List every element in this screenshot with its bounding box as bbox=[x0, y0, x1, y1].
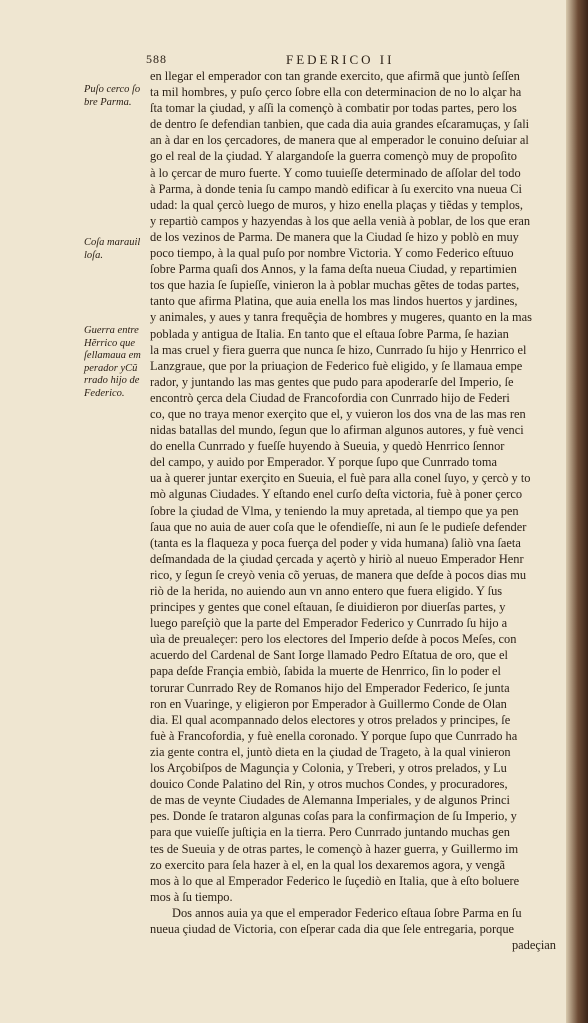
text-line: torurar Cunrrado Rey de Romanos hijo del Emperador Federico, ſe junta bbox=[150, 680, 510, 695]
text-line: rico, y ſegun ſe creyò venia cõ yeruas, de manera que deſde à pocos dias mu bbox=[150, 567, 527, 582]
text-line: à Parma, à donde tenia ſu campo mandò edificar à ſu exercito vna nueua Ci bbox=[150, 181, 522, 196]
running-title: FEDERICO II bbox=[286, 52, 395, 67]
text-line: nidas batallas del mundo, ſegun que lo afirman algunos autores, y fuè venci bbox=[150, 423, 524, 438]
text-line: nueua çiudad de Victoria, con eſperar cada dia que ſele entregaria, porque bbox=[150, 921, 515, 936]
text-line: acuerdo del Cardenal de Sant Iorge llamado Pedro Eſtatua de oro, que el bbox=[150, 648, 508, 663]
text-line: an à dar en los çercadores, de manera que al emperador le conuino deſuiar al bbox=[150, 133, 529, 148]
text-line: y animales, y aues y tanra frequẽçia de hombres y mugeres, quanto en la mas bbox=[150, 310, 532, 325]
margin-note-line: perador yCũ bbox=[84, 362, 138, 374]
text-line: douico Conde Palatino del Rin, y otros muchos Condes, y procuradores, bbox=[150, 777, 508, 792]
text-line: principes y gentes que conel eſtauan, ſe diuidieron por diuerſas partes, y bbox=[150, 600, 506, 615]
margin-note bbox=[84, 325, 150, 400]
text-line: riò de la herida, no auiendo aun vn anno entero que fuera eligido. Y ſus bbox=[150, 584, 503, 598]
margin-note-line: Guerra entre bbox=[84, 325, 139, 336]
text-line: uìa de preualeçer: pero los electores del Imperio deſde à pocos Meſes, con bbox=[150, 632, 517, 647]
text-line: encontrò çerca dela Ciudad de Francofordia con Cunrrado hijo de Federi bbox=[150, 390, 510, 405]
margin-note bbox=[84, 237, 150, 262]
text-line: los Arçobiſpos de Magunçia y Colonia, y Treberi, y otros prelados, y Lu bbox=[150, 761, 507, 776]
text-line: mos à ſu tiempo. bbox=[150, 889, 233, 904]
margin-note-line: loſa. bbox=[84, 249, 103, 261]
text-line: luego pareſçiò que la parte del Emperador Federico y Cunrrado ſu hijo a bbox=[150, 616, 508, 631]
text-line: de mas de veynte Ciudades de Alemanna Imperiales, y de algunos Princi bbox=[150, 793, 510, 808]
text-line: padeçian bbox=[511, 938, 556, 953]
text-line: en llegar el emperador con tan grande exercito, que afirmã que juntò ſeſſen bbox=[150, 69, 520, 83]
text-line: go el real de la çiudad. Y alargandoſe la guerra començò muy de propoſito bbox=[150, 149, 517, 164]
text-line: de los vezinos de Parma. De manera que la Ciudad ſe hizo y poblò en muy bbox=[150, 229, 519, 244]
text-line: ta mil hombres, y puſo çerco ſobre ella con determinacion de no lo alçar ha bbox=[150, 85, 522, 100]
text-line: tanto que afirma Platina, que auia enella los mas lindos huertos y jardines, bbox=[150, 294, 518, 309]
text-line: poblada y antigua de Italia. En tanto que el eſtaua ſobre Parma, ſe hazian bbox=[150, 326, 509, 341]
text-line: (tanta es la flaqueza y poca fuerça del poder y vida humana) ſaliò vna ſaeta bbox=[150, 535, 521, 550]
text-line: deſmandada de la çiudad çercada y açertò y hiriò al nueuo Emperador Henr bbox=[150, 551, 524, 566]
text-line: à lo çercar de muro fuerte. Y como tuuieſſe determinado de aſſolar del todo bbox=[150, 165, 521, 180]
text-line: ua à querer juntar exerçito en Sueuia, el fuè para alla conel ſuyo, y çercò y to bbox=[150, 471, 531, 486]
folio-number: 588 bbox=[146, 52, 167, 66]
text-line: zia gente contra el, juntò dieta en la çiudad de Trageto, à la qual vinieron bbox=[150, 744, 511, 759]
text-line: para que vuieſſe juſtiçia en la tierra. Pero Cunrrado juntando muchas gen bbox=[150, 825, 510, 840]
text-line: de dentro ſe defendian tanbien, que cada dia auia grandes eſcaramuças, y ſali bbox=[150, 117, 530, 132]
text-line: ſaua que no auia de auer coſa que le ofendieſſe, ni aun ſe le pudieſe defender bbox=[150, 519, 527, 534]
margin-note-line: rrado hijo de bbox=[84, 375, 140, 386]
margin-note-line: Hẽrrico que bbox=[84, 337, 136, 349]
margin-note-line: bre Parma. bbox=[84, 96, 132, 108]
text-line: la mas cruel y fiera guerra que nunca ſe hizo, Cunrrado ſu hijo y Henrrico el bbox=[150, 342, 527, 357]
body-text bbox=[150, 68, 560, 953]
text-line: dia. El qual acompannado delos electores y otros prelados y principes, ſe bbox=[150, 712, 511, 727]
text-line: zo exercito para ſela hazer à el, en la qual los dexaremos agora, y vengã bbox=[150, 857, 506, 872]
text-line: do enella Cunrrado y fueſſe huyendo à Sueuia, y quedò Henrrico ſennor bbox=[150, 439, 505, 454]
text-line: ron en Vuaringe, y eligieron por Emperador à Guillermo Conde de Olan bbox=[150, 696, 507, 711]
text-line: ſta tomar la çiudad, y aſſi la començò à combatir por todas partes, pero los bbox=[150, 101, 517, 116]
text-line: co, que no traya menor exerçito que el, y vuieron los dos vna de las mas ren bbox=[150, 406, 526, 421]
margin-note-line: Federico. bbox=[84, 387, 125, 399]
margin-note-line: ſellamaua em bbox=[84, 350, 141, 361]
text-line: ſobre Parma quaſi dos Annos, y la fama deſta nueua Ciudad, y repartimien bbox=[150, 262, 517, 277]
book-gutter bbox=[566, 0, 588, 1023]
text-line: papa deſde Françia embiò, ſabida la muerte de Henrrico, ſin lo poder el bbox=[150, 664, 501, 679]
text-line: tes de Sueuia y de otras partes, le començò à hazer guerra, y Guillermo im bbox=[150, 841, 519, 856]
text-line: y repartiò campos y hazyendas à los que aella venià à poblar, de los que eran bbox=[150, 213, 531, 228]
text-line: tos que hazia ſe ſupieſſe, vinieron la à poblar muchas gẽtes de todas partes, bbox=[150, 278, 520, 293]
text-line: udad: la qual çercò luego de muros, y hizo enella plaças y tiẽdas y templos, bbox=[150, 197, 523, 212]
text-line: mos à lo que al Emperador Federico le ſuçediò en Italia, que à eſto boluere bbox=[150, 873, 520, 888]
margin-note-line: Coſa marauil bbox=[84, 237, 141, 248]
margin-note-line: Puſo cerco ſo bbox=[84, 84, 141, 95]
text-line: poco tiempo, à la qual puſo por nombre Victoria. Y como Federico eſtuuo bbox=[150, 246, 514, 261]
text-line: del campo, y auido por Emperador. Y porque ſupo que Cunrrado toma bbox=[150, 455, 497, 470]
text-line: Lanzgraue, que por la priuaçion de Federico fuè eligido, y ſe llamaua empe bbox=[150, 358, 523, 373]
text-line: rador, y juntando las mas gentes que pudo para apoderarſe del Imperio, ſe bbox=[150, 374, 514, 389]
text-line: fuè à Francofordia, y fuè enella coronado. Y porque ſupo que Cunrrado ha bbox=[150, 728, 518, 743]
text-line: ſobre la çiudad de Vlma, y teniendo la muy apretada, al tiempo que ya pen bbox=[150, 503, 519, 518]
text-line: Dos annos auia ya que el emperador Federico eſtaua ſobre Parma en ſu bbox=[172, 905, 522, 920]
margin-note bbox=[84, 84, 150, 109]
text-line: pes. Donde ſe trataron algunas coſas para la confirmaçion de ſu Imperio, y bbox=[150, 809, 517, 824]
text-line: mò algunas Ciudades. Y eſtando enel curſo deſta victoria, fuè à poner çerco bbox=[150, 487, 523, 502]
